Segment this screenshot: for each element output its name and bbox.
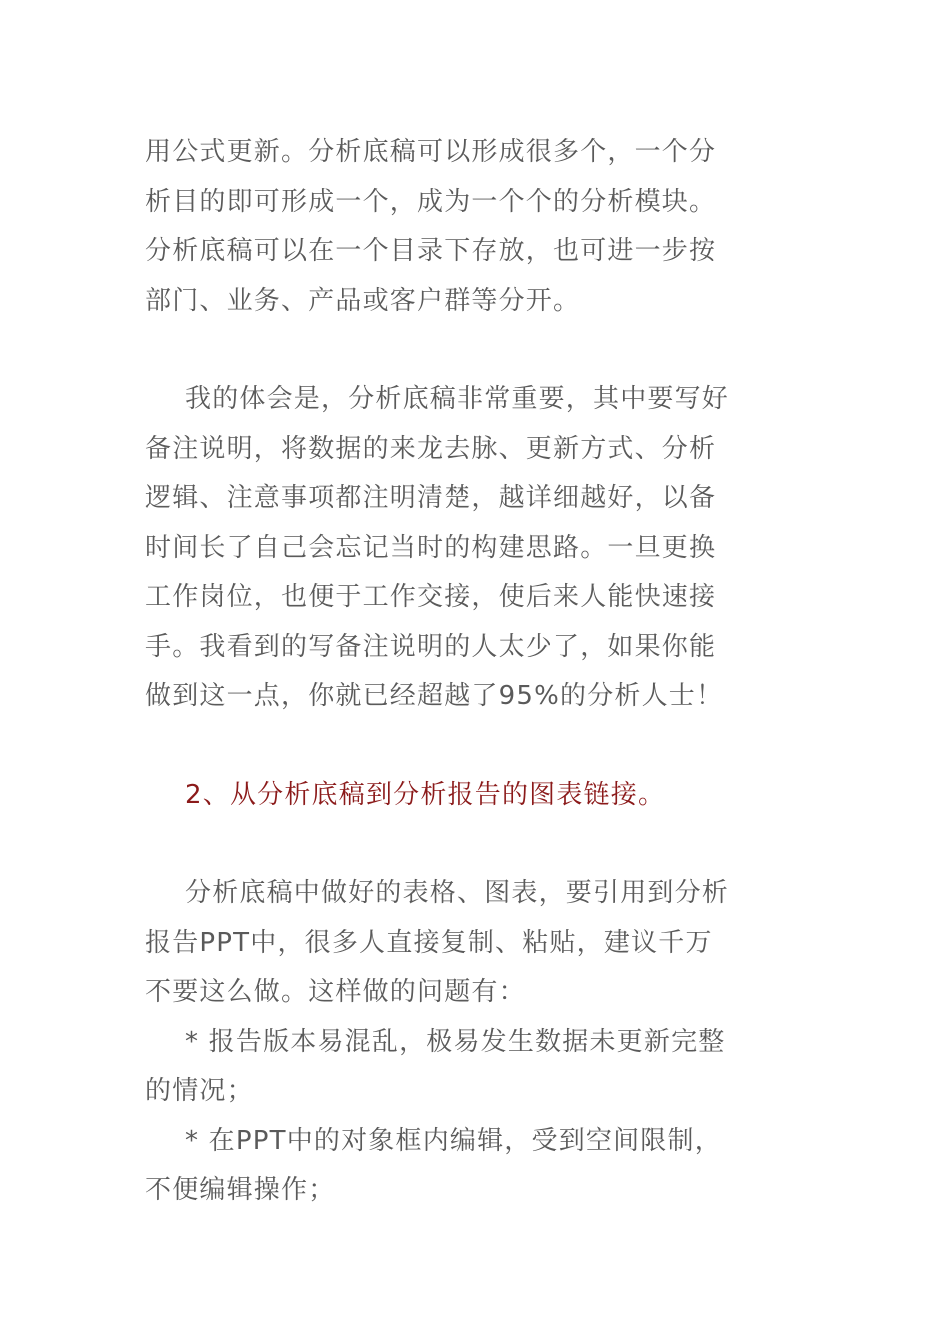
paragraph-3: 分析底稿中做好的表格、图表，要引用到分析 报告PPT中，很多人直接复制、粘贴，建议千万 不要这么做。这样做的问题有：	[145, 878, 730, 1007]
bullet-item-1: * 报告版本易混乱，极易发生数据未更新完整 的情况；	[145, 1026, 726, 1106]
bullet-item-2: * 在PPT中的对象框内编辑，受到空间限制， 不便编辑操作；	[145, 1125, 722, 1205]
section-heading: 2、从分析底稿到分析报告的图表链接。	[185, 779, 666, 810]
paragraph-gap	[145, 326, 825, 375]
paragraph-1: 用公式更新。分析底稿可以形成很多个，一个分 析目的即可形成一个，成为一个个的分析模块。 分析底稿可以在一个目录下存放，也可进一步按 部门、业务、产品或客户群等分开。	[145, 137, 717, 316]
paragraph-gap	[145, 722, 825, 771]
document-page	[145, 128, 825, 1216]
paragraph-gap	[145, 820, 825, 869]
paragraph-2: 我的体会是，分析底稿非常重要，其中要写好 备注说明，将数据的来龙去脉、更新方式、分析 逻辑、注意事项都注明清楚，越详细越好，以备 时间长了自己会忘记当时的构建思路。一旦更换 工作岗位，也便于工作交接，使后来人能快速接 手。我看到的写备注说明的人太少了，如果你能 做到这一点，你就已经超越了95%的分析人士！	[145, 384, 730, 711]
